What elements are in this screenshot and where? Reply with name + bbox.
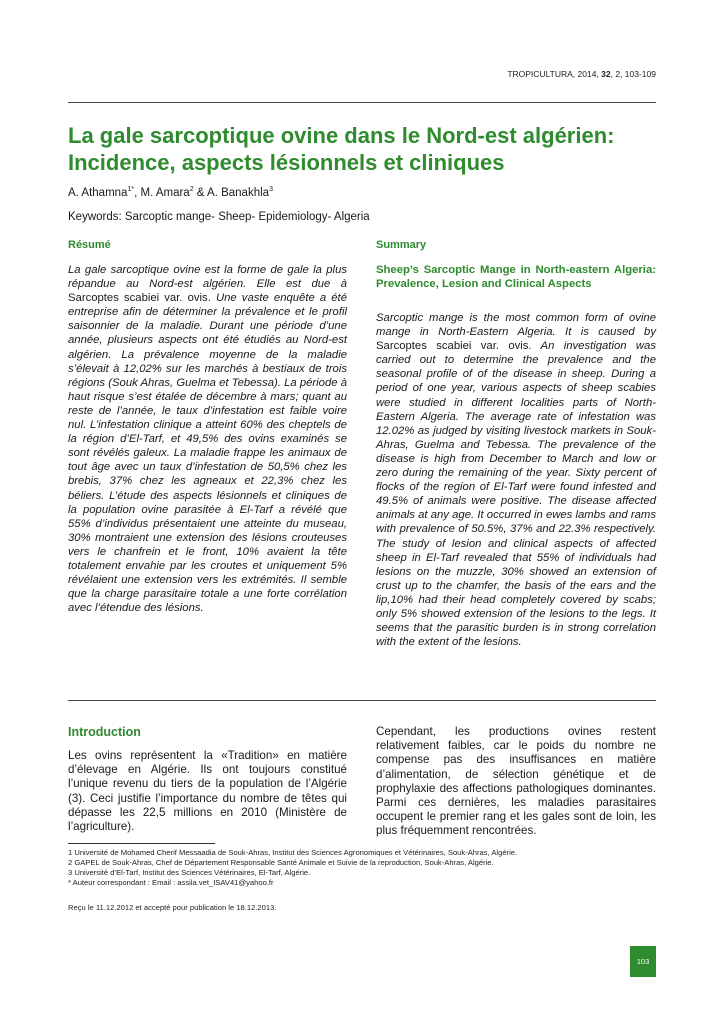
species-name: Sarcoptes scabiei var. ovis. [376, 340, 532, 353]
resume-heading: Résumé [68, 239, 111, 251]
header-rule [68, 102, 656, 103]
title-line-1: La gale sarcoptique ovine dans le Nord-est algérien: [68, 123, 615, 148]
species-name: Sarcoptes scabiei var. ovis. [68, 292, 211, 305]
article-title [68, 122, 668, 176]
summary-body: Sarcoptic mange is the most common form of ovine mange in North-Eastern Algeria. It is caused by Sarcoptes scabiei var. ovis. An investigation was carried out to determine the prevalence and the seasonal profile of of the disease in sheep. During a period of one year, various aspects of sheep scabies were studied in different localities parts of North-Eastern Algeria. The average rate of infestation was 12.02% as judged by visiting livestock markets in Souk-Ahras, Guelma and Tebessa. The prevalence of the disease is high from December to March and low or zero during the remaining of the year. Sixty percent of flocks of the region of El-Tarf were found infested and 49.5% of animals were positive. The disease affected animals at any age. It occurred in ewes lambs and rams with prevalence of 50.5%, 37% and 22.3% respectively. The study of lesion and clinical aspects of affected sheep in El-Tarf revealed that 55% of individuals had lesions on the muzzle, 30% showed an extension of crust up to the chamfer, the basis of the ears and the lip,10% had their head completely covered by scabs; only 5% showed extension of the lesions to the legs. It seems that the parasitic burden is in strong correlation with the extent of the lesions. [376, 312, 656, 649]
footnote-corresponding: * Auteur correspondant : Email : assila.vet_ISAV41@yahoo.fr [68, 878, 274, 887]
title-line-2: Incidence, aspects lésionnels et cliniques [68, 150, 505, 175]
section-rule [68, 700, 656, 701]
journal-citation: TROPICULTURA, 2014, 32, 2, 103-109 [507, 69, 656, 79]
introduction-left-text: Les ovins représentent la «Tradition» en matière d’élevage en Algérie. Ils ont toujours constitué l’unique revenu du tiers de la population de l’Algérie (3). Ceci justifie l’importance du nombre de têtes qui dépasse les 22,5 millions en 2010 (Ministère de l’agriculture). [68, 749, 347, 834]
keywords: Keywords: Sarcoptic mange- Sheep- Epidemiology- Algeria [68, 211, 370, 223]
introduction-heading: Introduction [68, 725, 141, 739]
page-number: 103 [630, 946, 656, 977]
footnote-2: 2 GAPEL de Souk-Ahras, Chef de Département Responsable Santé Animale et Suivie de la reproduction, Souk-Ahras, Algérie. [68, 858, 494, 867]
author-list: A. Athamna$^{1*}$, M. Amara$^2$ & A. Banakhla$^3$ [68, 186, 273, 199]
received-date: Reçu le 11.12.2012 et accepté pour publication le 18.12.2013. [68, 903, 277, 912]
journal-volume: 32 [601, 69, 611, 79]
summary-title: Sheep’s Sarcoptic Mange in North-eastern Algeria: Prevalence, Lesion and Clinical Aspects [376, 264, 656, 291]
resume-body: La gale sarcoptique ovine est la forme de gale la plus répandue au Nord-est algérien. Elle est due à Sarcoptes scabiei var. ovis. Une vaste enquête a été entreprise afin de déterminer la prévalence et le profil saisonnier de la maladie. Durant une période d’une année, plusieurs aspects ont été étudiés au Nord-est algérien. La prévalence moyenne de la maladie s’élevait à 12,02% sur les marchés à bestiaux de trois régions (Souk Ahras, Guelma et Tebessa). La période à haut risque s’est étalée de décembre à mars; quant au reste de l’année, le taux d’infestation est faible voire nul. L’infestation clinique a atteint 60% des cheptels de la région d’El-Tarf, et 49,5% des ovins examinés se sont révélés galeux. La maladie frappe les animaux de tout âge avec un taux d’infestation de 50,5% chez les brebis, 37% chez les agneaux et 22,3% chez les béliers. L’étude des aspects lésionnels et cliniques de la population ovine parasitée à El-Tarf a révélé que 55% d’individus présentaient une atteinte du museau, 30% montraient une extension des lésions crouteuses vers le chanfrein et le front, 10% avaient la tête totalement envahie par les croutes et uniquement 5% révélaient une extension vers les extrémités. Il semble que la charge parasitaire totale a une forte corrélation avec l’étendue des lésions. [68, 264, 347, 615]
footnote-1: 1 Université de Mohamed Cherif Messaadia de Souk-Ahras, Institut des Sciences Agronomiques et Vétérinaires, Souk-Ahras, Algérie. [68, 848, 518, 857]
summary-heading: Summary [376, 239, 427, 251]
introduction-right-text: Cependant, les productions ovines restent relativement faibles, car le poids du nombre ne compense pas des insuffisances en matière d’alimentation, de sélection génétique et de prophylaxie des affections pathologiques dominantes. Parmi ces dernières, les maladies parasitaires occupent le premier rang et les gales sont de loin, les plus fréquemment rencontrées. [376, 725, 656, 838]
footnotes [68, 848, 517, 888]
footnote-3: 3 Université d’El-Tarf, Institut des Sciences Vétérinaires, El-Tarf, Algérie. [68, 868, 311, 877]
footnote-rule [68, 843, 215, 844]
